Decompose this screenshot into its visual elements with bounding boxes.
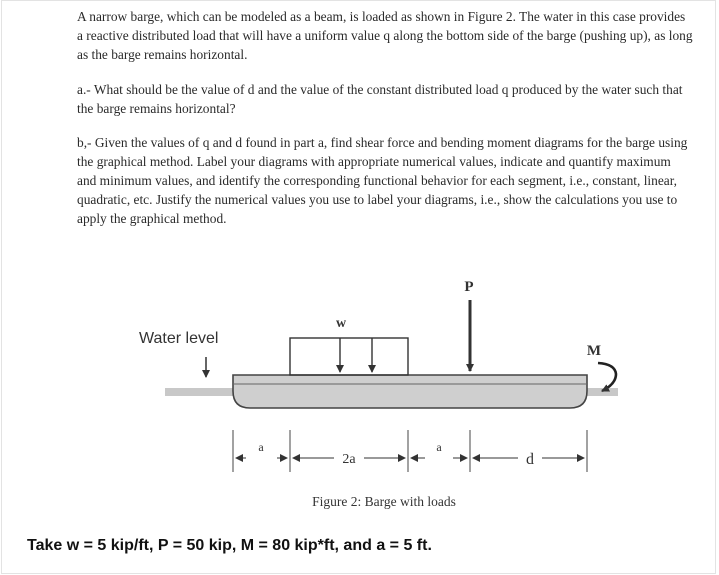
problem-part-b: b,- Given the values of q and d found in part a, find shear force and bending moment diagrams for the barge using the graphical method. Label your diagrams with appropriate numerical values, indicate and quantify maximum and minimum values, and identify the corresponding functional behavior for each segment, i.e., constant, linear, quadratic, etc. Justify the numerical values you use to label your diagrams, i.e., show the calculations you use to apply the graphical method. [77,135,688,226]
load-w-label: w [335,316,347,331]
water-level-label: Water level [139,330,219,347]
load-p-label: P [464,279,474,295]
given-values: Take w = 5 kip/ft, P = 50 kip, M = 80 kip*ft, and a = 5 ft. [27,537,432,554]
dim-a-right-label: a [436,440,442,454]
problem-part-a: a.- What should be the value of d and the value of the constant distributed load q produced by the water such that the barge remains horizontal? [77,82,683,116]
barge-beam [233,375,587,408]
barge-figure [0,260,719,510]
moment-arrow [598,363,616,391]
moment-m-label: M [586,343,602,359]
problem-intro: A narrow barge, which can be modeled as a beam, is loaded as shown in Figure 2. The water in this case provides a reactive distributed load that will have a uniform value q along the bottom side of the barge (pushing up), as long as the barge remains horizontal. [77,9,693,62]
dim-d-label: d [526,451,534,468]
distributed-load-w [290,338,408,375]
figure-caption: Figure 2: Barge with loads [312,494,456,509]
dim-a-left-label: a [258,440,264,454]
dim-2a-label: 2a [342,452,356,467]
